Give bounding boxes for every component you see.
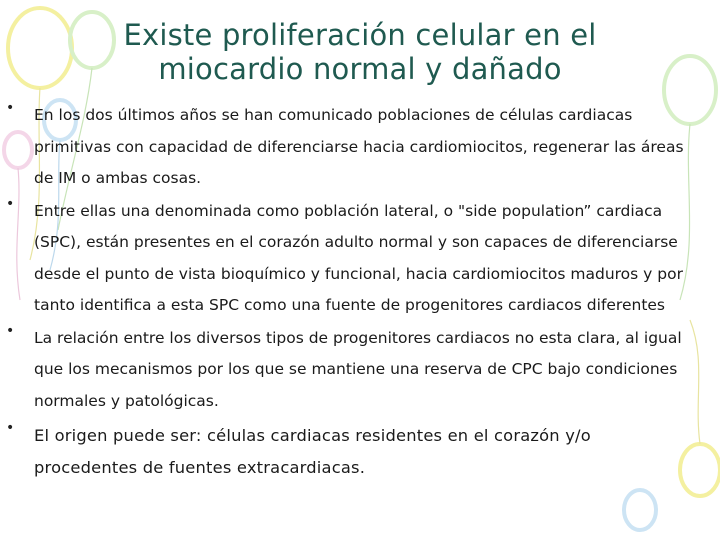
title-line: miocardio normal y dañado [158,52,562,86]
bullet-text-line: (SPC), están presentes en el corazón adulto normal y son capaces de diferenciarse [34,233,678,251]
bullet-text-line: que los mecanismos por los que se mantiene una reserva de CPC bajo condiciones [34,360,678,378]
title-line: Existe proliferación celular en el [123,18,597,52]
bullet-text-line: de IM o ambas cosas. [34,169,202,187]
bullet-text-line: procedentes de fuentes extracardiacas. [34,458,366,477]
bullet-item [0,323,700,418]
bullet-text-line: El origen puede ser: células cardiacas residentes en el corazón y/o [34,426,591,445]
bullet-text-line: tanto identifica a esta SPC como una fuente de progenitores cardiacos diferentes [34,296,666,314]
bullet-dot: • [6,420,15,436]
bullet-item [0,100,700,195]
bullet-text-line: desde el punto de vista bioquímico y funcional, hacia cardiomiocitos maduros y por [34,264,683,283]
bullet-item [0,196,700,322]
bullet-dot: • [6,322,15,339]
bullet-text-line: La relación entre los diversos tipos de progenitores cardiacos no esta clara, al igual [34,328,682,347]
bullet-text-line: primitivas con capacidad de diferenciarse hacia cardiomiocitos, regenerar las áreas [34,137,684,156]
bullet-text-line: En los dos últimos años se han comunicado poblaciones de células cardiacas [34,106,633,124]
bullet-dot: • [6,195,15,212]
bullet-item [0,420,700,484]
bullet-list [0,100,700,484]
bullet-dot: • [6,100,15,116]
slide-title [40,18,680,86]
bullet-text-line: normales y patológicas. [34,391,219,410]
bullet-text-line: Entre ellas una denominada como población lateral, o "side population” cardiaca [34,201,663,220]
